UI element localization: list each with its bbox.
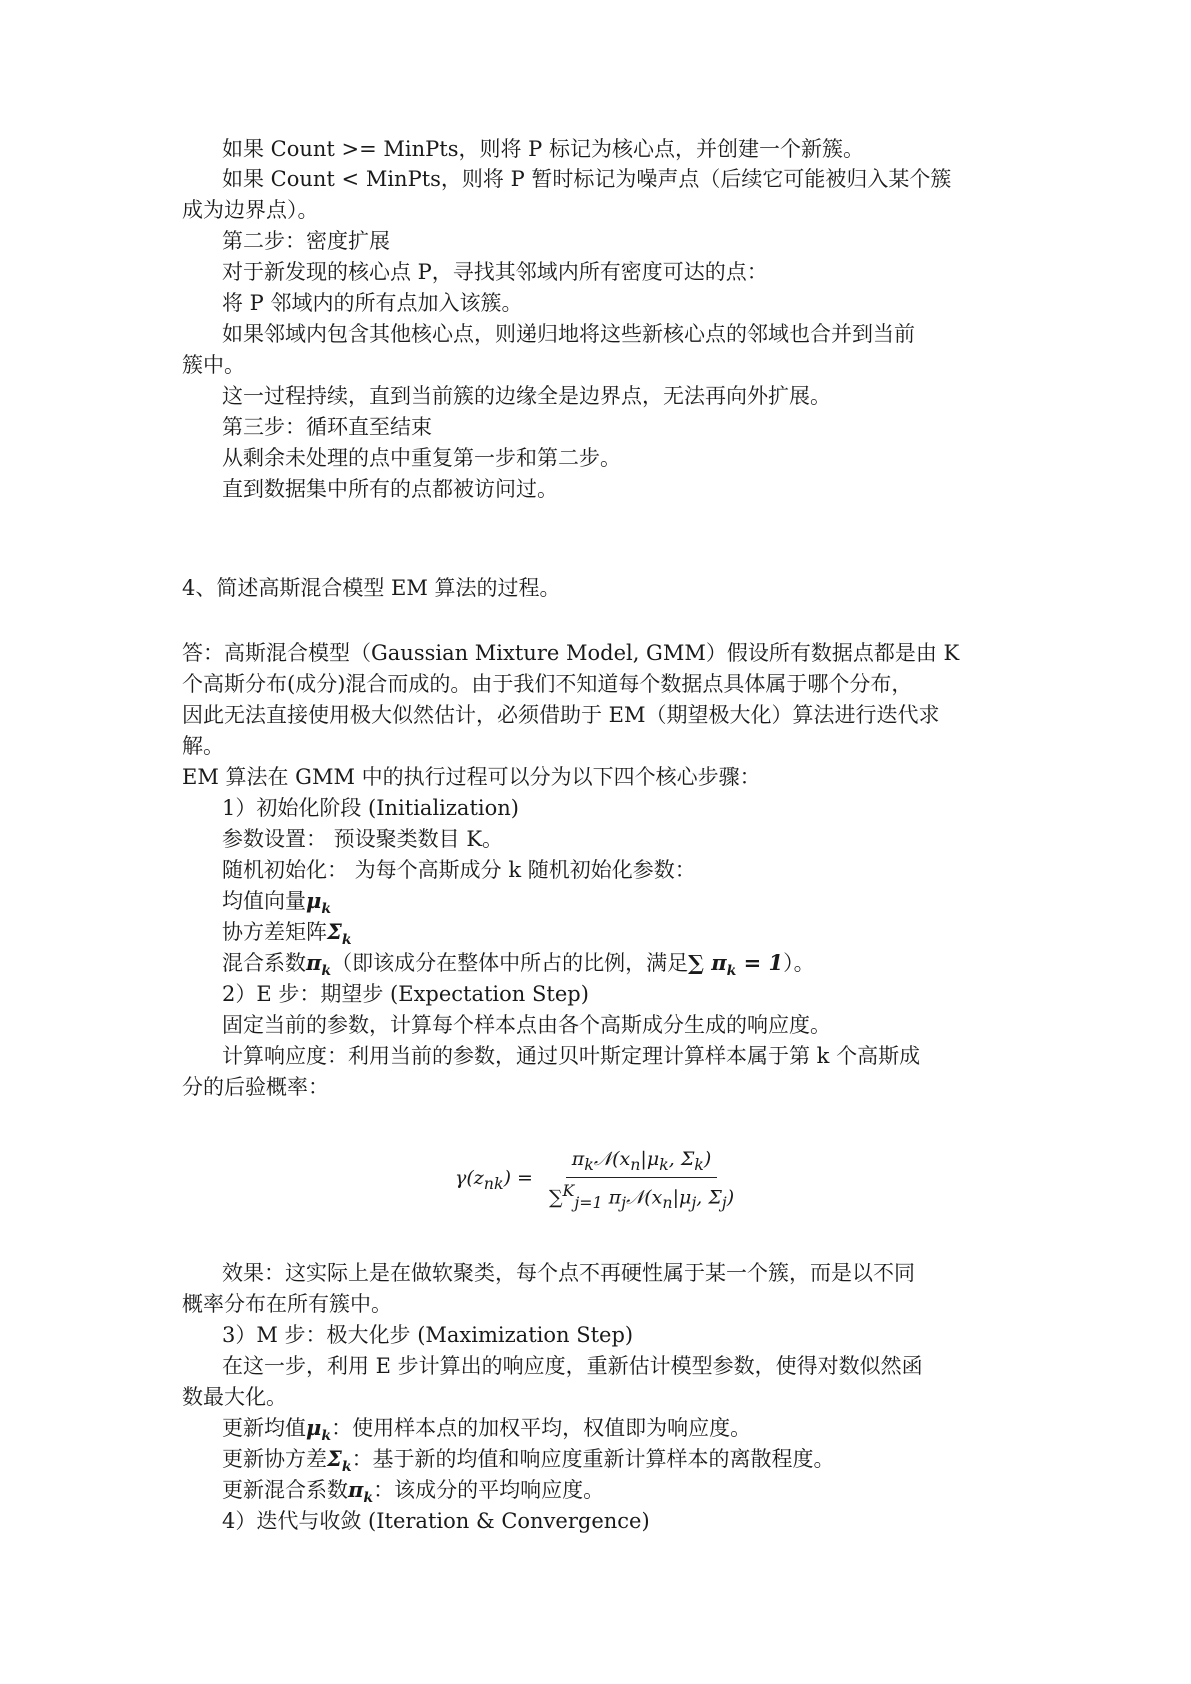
formula-numerator: $\pi_k𝒩(x_n|\mu_k$, $\Sigma_k$) <box>566 1148 718 1178</box>
label: 更新协方差 <box>222 1447 327 1471</box>
text-line: 簇中。 <box>182 353 245 377</box>
math-symbol: ∑ $\pi_k = 1$ <box>688 950 784 980</box>
section-heading: 第二步：密度扩展 <box>222 229 390 253</box>
answer-line: 解。 <box>182 734 224 758</box>
step-heading: 4）迭代与收敛 (Iteration & Convergence) <box>222 1509 650 1533</box>
section-heading: 第三步：循环直至结束 <box>222 415 432 439</box>
math-symbol: $\Sigma_k$ <box>327 1446 352 1476</box>
math-symbol: $\pi_k$ <box>348 1477 374 1507</box>
answer-line: 答：高斯混合模型（Gaussian Mixture Model, GMM）假设所有数据点都是由 K <box>182 641 960 665</box>
formula-denominator: ∑$^K_{j=1}$ $\pi_j𝒩(x_n|\mu_j$, $\Sigma_j$) <box>548 1180 735 1212</box>
answer-line: 因此无法直接使用极大似然估计，必须借助于 EM（期望极大化）算法进行迭代求 <box>182 703 940 727</box>
text-line: 分的后验概率： <box>182 1075 329 1099</box>
text-line: 计算响应度：利用当前的参数，通过贝叶斯定理计算样本属于第 k 个高斯成 <box>222 1044 921 1068</box>
text-line: 对于新发现的核心点 P，寻找其邻域内所有密度可达的点： <box>222 260 768 284</box>
step-heading: 2）E 步：期望步 (Expectation Step) <box>222 982 589 1006</box>
answer-line: EM 算法在 GMM 中的执行过程可以分为以下四个核心步骤： <box>182 765 761 789</box>
math-symbol: $\mu_k$ <box>306 888 332 918</box>
text-line <box>222 948 815 978</box>
question-heading: 4、简述高斯混合模型 EM 算法的过程。 <box>182 576 561 600</box>
text-line: 随机初始化： 为每个高斯成分 k 随机初始化参数： <box>222 858 696 882</box>
text-line: 在这一步，利用 E 步计算出的响应度，重新估计模型参数，使得对数似然函 <box>222 1354 923 1378</box>
label: 更新均值 <box>222 1416 306 1440</box>
text-line <box>222 917 352 947</box>
text-line: 概率分布在所有簇中。 <box>182 1292 392 1316</box>
label: ：基于新的均值和响应度重新计算样本的离散程度。 <box>351 1447 835 1471</box>
text-line: 将 P 邻域内的所有点加入该簇。 <box>222 291 523 315</box>
answer-line: 个高斯分布(成分)混合而成的。由于我们不知道每个数据点具体属于哪个分布， <box>182 672 913 696</box>
text-line: 如果邻域内包含其他核心点，则递归地将这些新核心点的邻域也合并到当前 <box>222 322 915 346</box>
math-symbol: $\mu_k$ <box>306 1415 332 1445</box>
text-line <box>222 1475 604 1505</box>
math-symbol: $\pi_k$ <box>306 950 332 980</box>
formula-lhs: $\gamma(z_{nk})$ = <box>455 1167 533 1193</box>
text-line: 如果 Count < MinPts，则将 P 暂时标记为噪声点（后续它可能被归入某个簇 <box>222 167 952 191</box>
formula-fraction <box>543 1148 740 1212</box>
text-line: 成为边界点）。 <box>182 198 319 222</box>
text-line <box>222 1444 835 1474</box>
text-line <box>222 886 331 916</box>
label: ：该成分的平均响应度。 <box>373 1478 605 1502</box>
label: 均值向量 <box>222 889 306 913</box>
step-heading: 3）M 步：极大化步 (Maximization Step) <box>222 1323 634 1347</box>
text-line: 参数设置： 预设聚类数目 K。 <box>222 827 504 851</box>
responsibility-formula <box>455 1148 740 1212</box>
text-line <box>222 1413 751 1443</box>
text-line: 这一过程持续，直到当前簇的边缘全是边界点，无法再向外扩展。 <box>222 384 831 408</box>
text-line: 效果：这实际上是在做软聚类，每个点不再硬性属于某一个簇，而是以不同 <box>222 1261 915 1285</box>
label: 协方差矩阵 <box>222 920 327 944</box>
text-line: 固定当前的参数，计算每个样本点由各个高斯成分生成的响应度。 <box>222 1013 831 1037</box>
step-heading: 1）初始化阶段 (Initialization) <box>222 796 519 820</box>
text-line: 直到数据集中所有的点都被访问过。 <box>222 477 558 501</box>
label: 混合系数 <box>222 951 306 975</box>
text-line: 数最大化。 <box>182 1385 287 1409</box>
math-symbol: $\Sigma_k$ <box>327 919 352 949</box>
label: 更新混合系数 <box>222 1478 348 1502</box>
text-line: 如果 Count >= MinPts，则将 P 标记为核心点，并创建一个新簇。 <box>222 137 864 161</box>
label: ：使用样本点的加权平均，权值即为响应度。 <box>331 1416 752 1440</box>
label: ）。 <box>783 951 815 975</box>
label: （即该成分在整体中所占的比例，满足 <box>331 951 689 975</box>
text-line: 从剩余未处理的点中重复第一步和第二步。 <box>222 446 621 470</box>
